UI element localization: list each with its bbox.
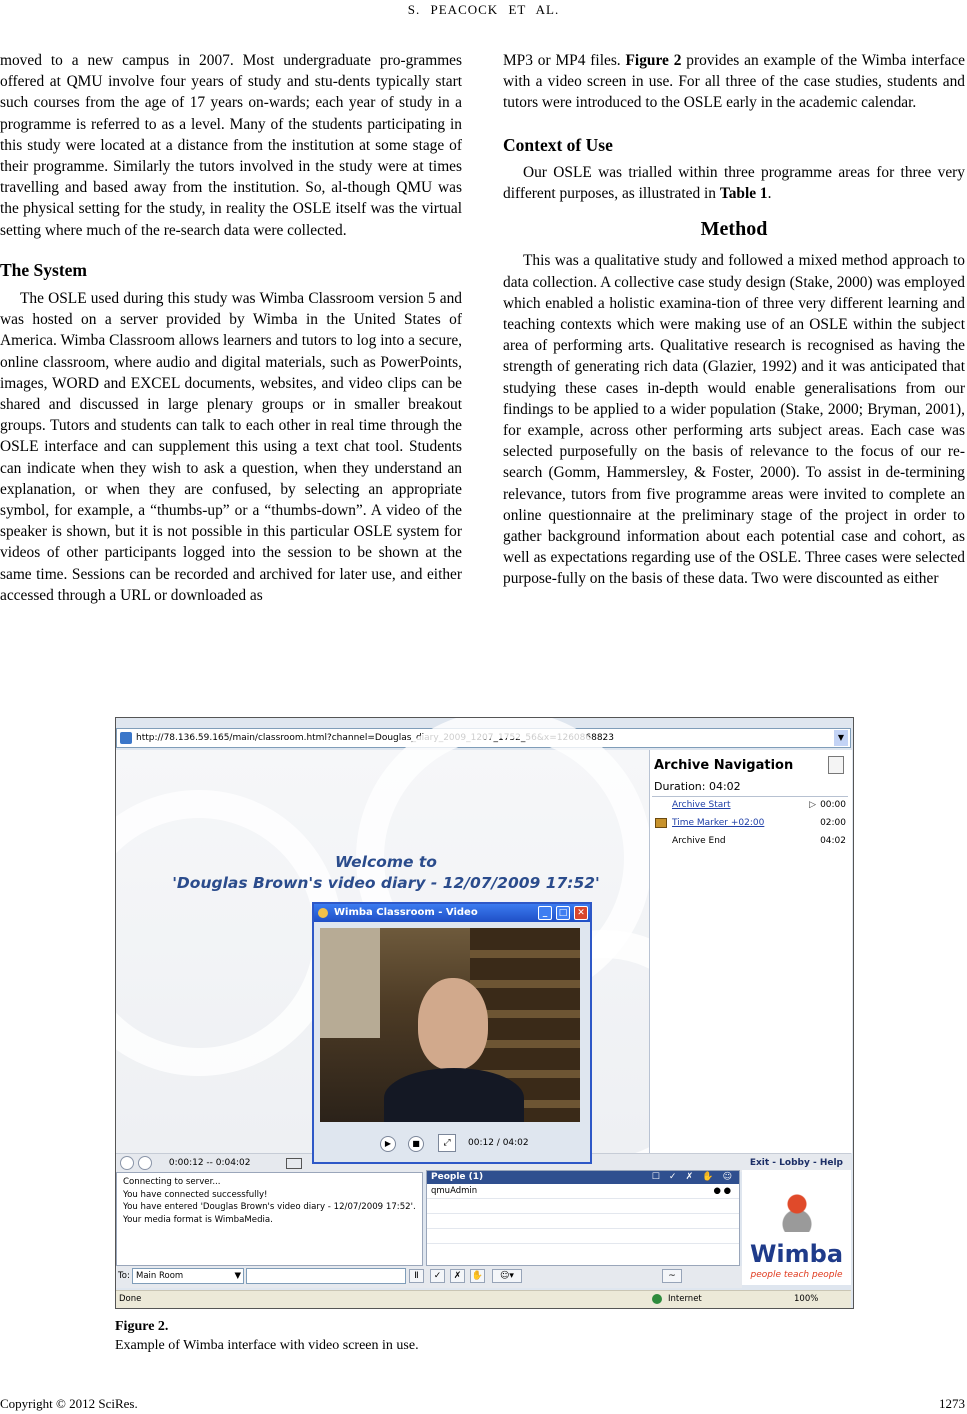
table-1-reference[interactable]: Table 1 <box>719 185 768 203</box>
hand-raise-button[interactable]: ✋ <box>471 1271 484 1281</box>
right-paragraph-3: This was a qualitative study and followed a mixed method approach to data collection. A collective case study design (Stake, 2000) was employed which enabled a holistic examina-tion of three very different learning and teaching contexts which were making use of an OSLE within the subject area of performing arts. Qualitative research is recognised as having the strength of generating rich data (Glazier, 1992) and it was anticipated that studying these cases in-depth would enable generalisations from our findings to be applied to a wider population (Stake, 2000; Bryman, 2001), for example, across other performing arts subject areas. Each case was selected purposefully on the basis of relevance to the focus of our re-search (Gomm, Hammersley, & Foster, 2000). To assist in de-termining relevance, tutors from five programme areas were invited to complete an online questionnaire at the preliminary stage of the project in order to gather background information about each potential case and cohort, as well as expectations regarding use of the OSLE. Three cases were selected purpose-fully on the basis of these data. Two were discounted as either <box>503 252 965 588</box>
page-number: 1273 <box>939 1396 965 1411</box>
status-done: Done <box>119 1294 142 1304</box>
left-paragraph-2: The OSLE used during this study was Wimba Classroom version 5 and was hosted on a server provided by Wimba in the United States of America. Wimba Classroom allows learners and tutors to log into a secure, online classroom, where audio and digital materials, such as PowerPoints, images, WORD and EXCEL documents, websites, and video clips can be shared and discussed in large plenary groups or in smaller breakout groups. Tutors and students can talk to each other in real time through the OSLE interface and can supplement this using a text chat tool. Students can indicate when they wish to ask a question, when they understand an explanation, or when they are confused, by selecting an appropriate symbol, for example, a “thumbs-up” or a “thumbs-down”. A video of the speaker is shown, but it is not possible in this particular OSLE system for videos of other participants logged into the session to be shown at the same time. Sessions can be recorded and archived for later use, and either accessed through a URL or downloaded as <box>0 290 462 604</box>
play-marker-icon: ▷ <box>809 800 816 810</box>
video-window[interactable] <box>312 902 592 1164</box>
archive-item-start[interactable]: Archive Start ▷ 00:00 <box>672 800 846 810</box>
heading-context-of-use: Context of Use <box>503 134 613 155</box>
speaker-face <box>418 978 488 1070</box>
check-button[interactable]: ✓ <box>430 1269 445 1283</box>
video-play-button[interactable]: ▶ <box>380 1136 396 1152</box>
archive-item-marker[interactable]: Time Marker +02:00 02:00 <box>672 818 848 828</box>
exit-lobby-help-links[interactable]: Exit - Lobby - Help <box>749 1158 843 1168</box>
chat-line: You have connected successfully! <box>123 1189 268 1200</box>
archive-item-end[interactable]: Archive End 04:02 <box>672 836 846 846</box>
status-zone: Internet <box>668 1294 702 1304</box>
chat-line: Your media format is WimbaMedia. <box>123 1214 273 1225</box>
running-head: S. PEACOCK ET AL. <box>407 2 560 17</box>
wall-background <box>320 928 380 1038</box>
room-select[interactable]: Main Room ▼ <box>132 1268 244 1284</box>
document-icon[interactable] <box>828 756 844 774</box>
page-icon <box>120 732 132 744</box>
left-paragraph-1: moved to a new campus in 2007. Most undergraduate pro-grammes offered at QMU involve four years of study and stu-dents typically start such courses from the age of 17 years on-wards; each year of study in a programme is referred to as a level. Many of the students participating in this study were located at a distance from the institution at some stage of their programme. Similarly the tutors involved in the study were at times travelling and based away from the institution. So, al-though QMU was the physical setting for the study, in reality the OSLE itself was the virtual setting where much of the re-search data were collected. <box>0 52 462 239</box>
left-column <box>0 50 462 606</box>
chat-input-bar <box>116 1266 742 1288</box>
logo-slogan: people teach people <box>750 1270 843 1280</box>
status-zoom[interactable]: 100% <box>794 1294 819 1304</box>
marker-icon <box>655 818 667 828</box>
video-feed <box>320 928 580 1122</box>
video-time: 00:12 / 04:02 <box>468 1138 529 1148</box>
chat-input[interactable] <box>246 1268 406 1284</box>
app-icon <box>318 908 328 918</box>
chevron-down-icon: ▼ <box>234 1271 241 1281</box>
chat-log <box>116 1172 423 1266</box>
maximize-icon[interactable]: □ <box>556 906 570 920</box>
audio-level-button[interactable]: ~ <box>662 1269 682 1283</box>
stop-button[interactable] <box>138 1156 152 1170</box>
people-row[interactable]: qmuAdmin ● ● <box>427 1184 739 1199</box>
footer-copyright: Copyright © 2012 SciRes. <box>0 1396 138 1411</box>
logo-figure-icon <box>780 1192 814 1232</box>
minimize-icon[interactable]: _ <box>538 906 552 920</box>
archive-title: Archive Navigation <box>654 758 794 773</box>
video-window-title: Wimba Classroom - Video <box>334 907 478 918</box>
wimba-logo <box>742 1170 851 1285</box>
video-stop-button[interactable]: ■ <box>408 1136 424 1152</box>
right-column <box>503 50 965 590</box>
figure-wimba-screenshot <box>115 717 854 1309</box>
right-paragraph-1: MP3 or MP4 files. Figure 2 provides an example of the Wimba interface with a video screen in use. For all three of the case studies, students and tutors were introduced to the OSLE early in the academic calendar. <box>503 52 966 112</box>
people-row-empty <box>427 1214 739 1229</box>
playback-time: 0:00:12 -- 0:04:02 <box>168 1158 251 1168</box>
video-controls <box>314 1126 590 1162</box>
pause-button[interactable]: Ⅱ <box>409 1269 424 1283</box>
address-url: http://78.136.59.165/main/classroom.html?channel=Douglas_diary_2009_1207_1752_56&x=1260868823 <box>136 733 615 743</box>
right-paragraph-2: Our OSLE was trialled within three programme areas for three very different purposes, as illustrated in Table 1. <box>503 163 965 203</box>
archive-duration: Duration: 04:02 <box>654 780 741 793</box>
people-header: People (1) ☐ ✓ ✗ ✋ ☺ <box>427 1171 739 1184</box>
video-window-titlebar[interactable] <box>314 904 590 922</box>
decorative-ring <box>115 790 342 1076</box>
heading-the-system: The System <box>0 259 88 280</box>
chat-line: Connecting to server... <box>123 1177 221 1187</box>
cross-button[interactable]: ✗ <box>450 1269 465 1283</box>
divider <box>652 796 848 797</box>
archive-navigation-panel <box>649 750 852 1153</box>
logo-wordmark: Wimba <box>749 1240 844 1268</box>
fullscreen-icon[interactable]: ⤢ <box>438 1134 456 1152</box>
play-button[interactable] <box>120 1156 134 1170</box>
people-panel <box>426 1170 740 1266</box>
chevron-down-icon[interactable]: ▼ <box>834 730 848 746</box>
speaker-body <box>384 1068 524 1122</box>
welcome-line-1: Welcome to <box>335 853 437 871</box>
figure-caption-text: Example of Wimba interface with video screen in use. <box>115 1338 419 1353</box>
browser-status-bar <box>116 1290 851 1308</box>
people-row-empty <box>427 1199 739 1214</box>
heading-method: Method <box>700 218 768 241</box>
close-icon[interactable]: ✕ <box>574 906 588 920</box>
participant-status-icons: ● ● <box>713 1186 731 1196</box>
to-label: To: <box>118 1271 130 1281</box>
emoticon-menu-button[interactable]: ☺▾ <box>492 1269 522 1283</box>
chat-line: You have entered 'Douglas Brown's video diary - 12/07/2009 17:52'. <box>123 1202 416 1212</box>
screen-icon[interactable] <box>286 1158 302 1169</box>
globe-icon <box>652 1294 662 1304</box>
people-row-empty <box>427 1229 739 1244</box>
status-icons: ☐ ✓ ✗ ✋ ☺ <box>651 1172 735 1182</box>
welcome-line-2: 'Douglas Brown's video diary - 12/07/2009 17:52' <box>172 874 600 892</box>
figure-caption-label: Figure 2. <box>115 1319 169 1334</box>
figure-2-reference[interactable]: Figure 2 <box>625 52 682 69</box>
